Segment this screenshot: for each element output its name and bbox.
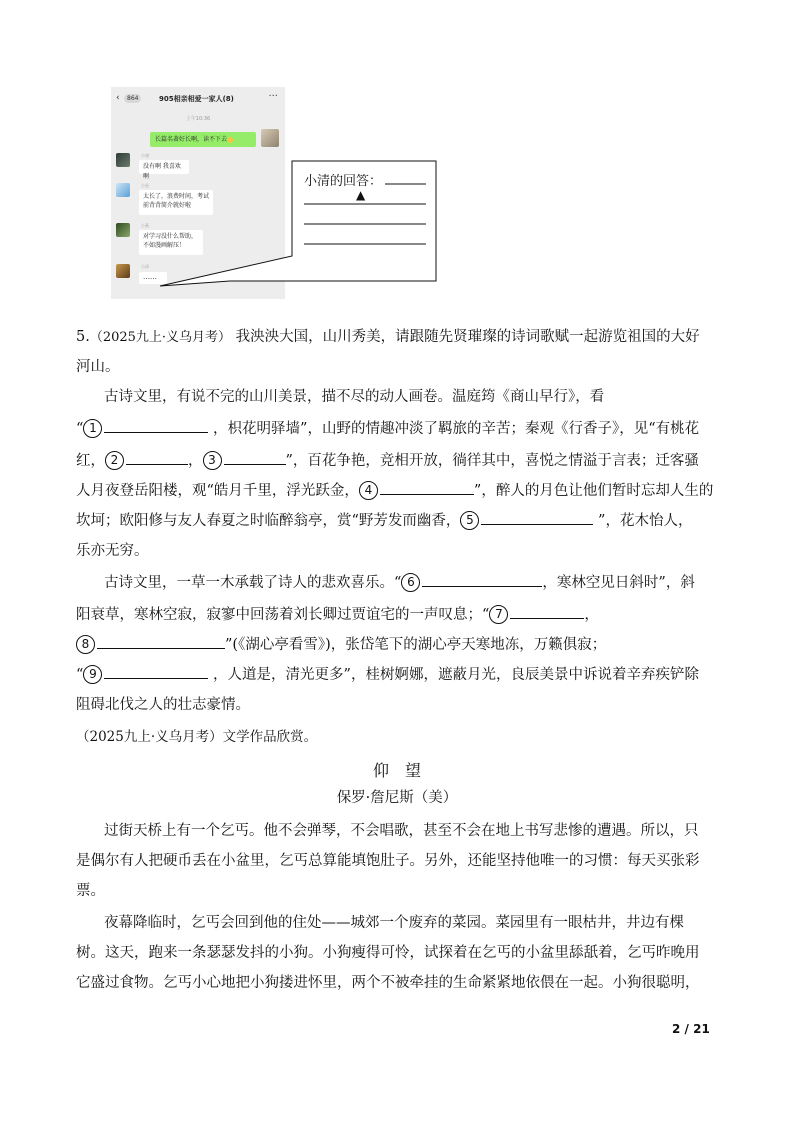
q5-paragraph-line <box>76 446 716 476</box>
unread-badge: 864 <box>124 94 141 103</box>
back-arrow-icon: ‹ <box>116 93 120 103</box>
text: 红， <box>76 453 105 469</box>
text: 人月夜登岳阳楼，观“皓月千里，浮光跃金， <box>76 483 359 499</box>
text: ， <box>188 453 203 469</box>
q5-line: 河山。 <box>76 359 120 375</box>
article-line: 过街天桥上有一个乞丐。他不会弹琴，不会唱歌，甚至不会在地上书写悲惨的遭遇。所以，只 <box>104 823 699 839</box>
article-title: 仰 望 <box>372 761 421 780</box>
answer-blank[interactable] <box>97 630 225 649</box>
text: ，寒林空见日斜时”，斜 <box>542 575 695 591</box>
article-line: 是偶尔有人把硬币丢在小盆里，乞丐总算能填饱肚子。另外，还能坚持他唯一的习惯：每天买张彩 <box>76 853 700 869</box>
text: 坎坷；欧阳修与友人春夏之时临醉翁亭，赏“野芳发而幽香， <box>76 513 461 529</box>
article-line: 它盛过食物。乞丐小心地把小狗搂进怀里，两个不被牵挂的生命紧紧地依偎在一起。小狗很聪明， <box>76 975 700 991</box>
q5-paragraph-line <box>76 476 716 506</box>
blank-number: 4 <box>359 481 378 500</box>
answer-callout <box>0 0 794 320</box>
text: 古诗文里，一草一木承载了诗人的悲欢喜乐。“ <box>104 575 402 591</box>
q5-line <box>76 322 716 353</box>
q6-intro: （2025九上·义乌月考）文学作品欣赏。 <box>76 729 318 745</box>
text: “ <box>76 667 84 683</box>
blank-number: 8 <box>76 635 95 654</box>
blank-number: 5 <box>460 511 479 530</box>
text: ，人道是，清光更多”，桂树婀娜，遮蔽月光，良辰美景中诉说着辛弃疾铲除 <box>213 667 699 683</box>
q5-paragraph-line: 古诗文里，有说不完的山川美景，描不尽的动人画卷。温庭筠《商山早行》，看 <box>104 389 605 405</box>
nickname: 小燕 <box>141 223 149 228</box>
message-bubble: …… <box>139 272 167 284</box>
answer-blank[interactable] <box>224 446 286 465</box>
text: ”，百花争艳，竞相开放，徜徉其中，喜悦之情溢于言表；迁客骚 <box>285 453 699 469</box>
answer-blank[interactable] <box>104 660 208 679</box>
answer-blank[interactable] <box>126 446 188 465</box>
q5-paragraph-line <box>76 600 716 630</box>
blank-number: 1 <box>83 419 102 438</box>
q5-paragraph-line: 乐亦无穷。 <box>76 543 149 559</box>
text: 阳衰草，寒林空寂，寂寥中回荡着刘长卿过贾谊宅的一声叹息；“ <box>76 607 490 623</box>
more-icon: ··· <box>268 91 278 102</box>
text: ，枳花明驿墙”，山野的情趣冲淡了羁旅的辛苦；秦观《行香子》，见“有桃花 <box>213 421 700 437</box>
q5-paragraph-line <box>76 630 716 660</box>
answer-blank[interactable] <box>104 414 208 433</box>
blank-number: 2 <box>105 451 124 470</box>
message-bubble: 太长了，浪费时间，考试前背背简介就好啦 <box>139 190 213 215</box>
text: ， <box>584 607 599 623</box>
article-line: 树。这天，跑来一条瑟瑟发抖的小狗。小狗瘦得可怜，试探着在乞丐的小盆里舔舐着，乞丐昨晚用 <box>76 945 700 961</box>
nickname: 小唐 <box>141 153 149 158</box>
nickname: 小清 <box>141 264 149 269</box>
q5-paragraph-line <box>76 506 716 536</box>
message-bubble: 对学习没什么帮助，不如漫画解压！ <box>139 230 203 255</box>
text: ”(《湖心亭看雪》)，张岱笔下的湖心亭天寒地冻，万籁俱寂； <box>225 637 607 653</box>
chat-title: 905相亲相爱一家人(8) <box>159 95 234 103</box>
q5-paragraph-line <box>76 660 716 690</box>
blank-number: 9 <box>83 665 102 684</box>
self-message-text: 长篇名著好长啊，读不下去 <box>155 136 228 143</box>
callout-label: 小清的回答： <box>304 174 383 189</box>
q5-number: 5. <box>76 329 90 345</box>
answer-blank[interactable] <box>510 600 584 619</box>
article-author: 保罗·詹尼斯（美） <box>336 790 458 806</box>
answer-blank[interactable] <box>380 476 474 495</box>
article-line: 票。 <box>76 883 105 899</box>
article-line: 夜幕降临时，乞丐会回到他的住处——城郊一个废弃的菜园。菜园里有一眼枯井，井边有棵 <box>104 915 684 931</box>
q5-source: （2025九上·义乌月考） <box>89 330 232 345</box>
q5-paragraph-line: 阻碍北伐之人的壮志豪情。 <box>76 697 250 713</box>
blank-number: 7 <box>489 605 508 624</box>
triangle-mark: ▲ <box>356 188 366 202</box>
nickname: 小星 <box>141 183 149 188</box>
page-number: 2 / 21 <box>672 1022 710 1036</box>
q5-paragraph-line <box>76 414 716 444</box>
text: “ <box>76 421 84 437</box>
q5-paragraph-line <box>104 568 744 598</box>
q5-text: 我泱泱大国，山川秀美，请跟随先贤璀璨的诗词歌赋一起游览祖国的大好 <box>235 329 700 345</box>
message-bubble: 没有啊 我喜欢啊 <box>139 160 189 174</box>
text: ”，花木怡人， <box>598 513 693 529</box>
answer-blank[interactable] <box>481 506 593 525</box>
chat-time: 上午10:36 <box>185 116 211 122</box>
text: ”，醉人的月色让他们暂时忘却人生的 <box>473 483 714 499</box>
answer-blank[interactable] <box>422 568 542 587</box>
blank-number: 3 <box>203 451 222 470</box>
blank-number: 6 <box>401 573 420 592</box>
